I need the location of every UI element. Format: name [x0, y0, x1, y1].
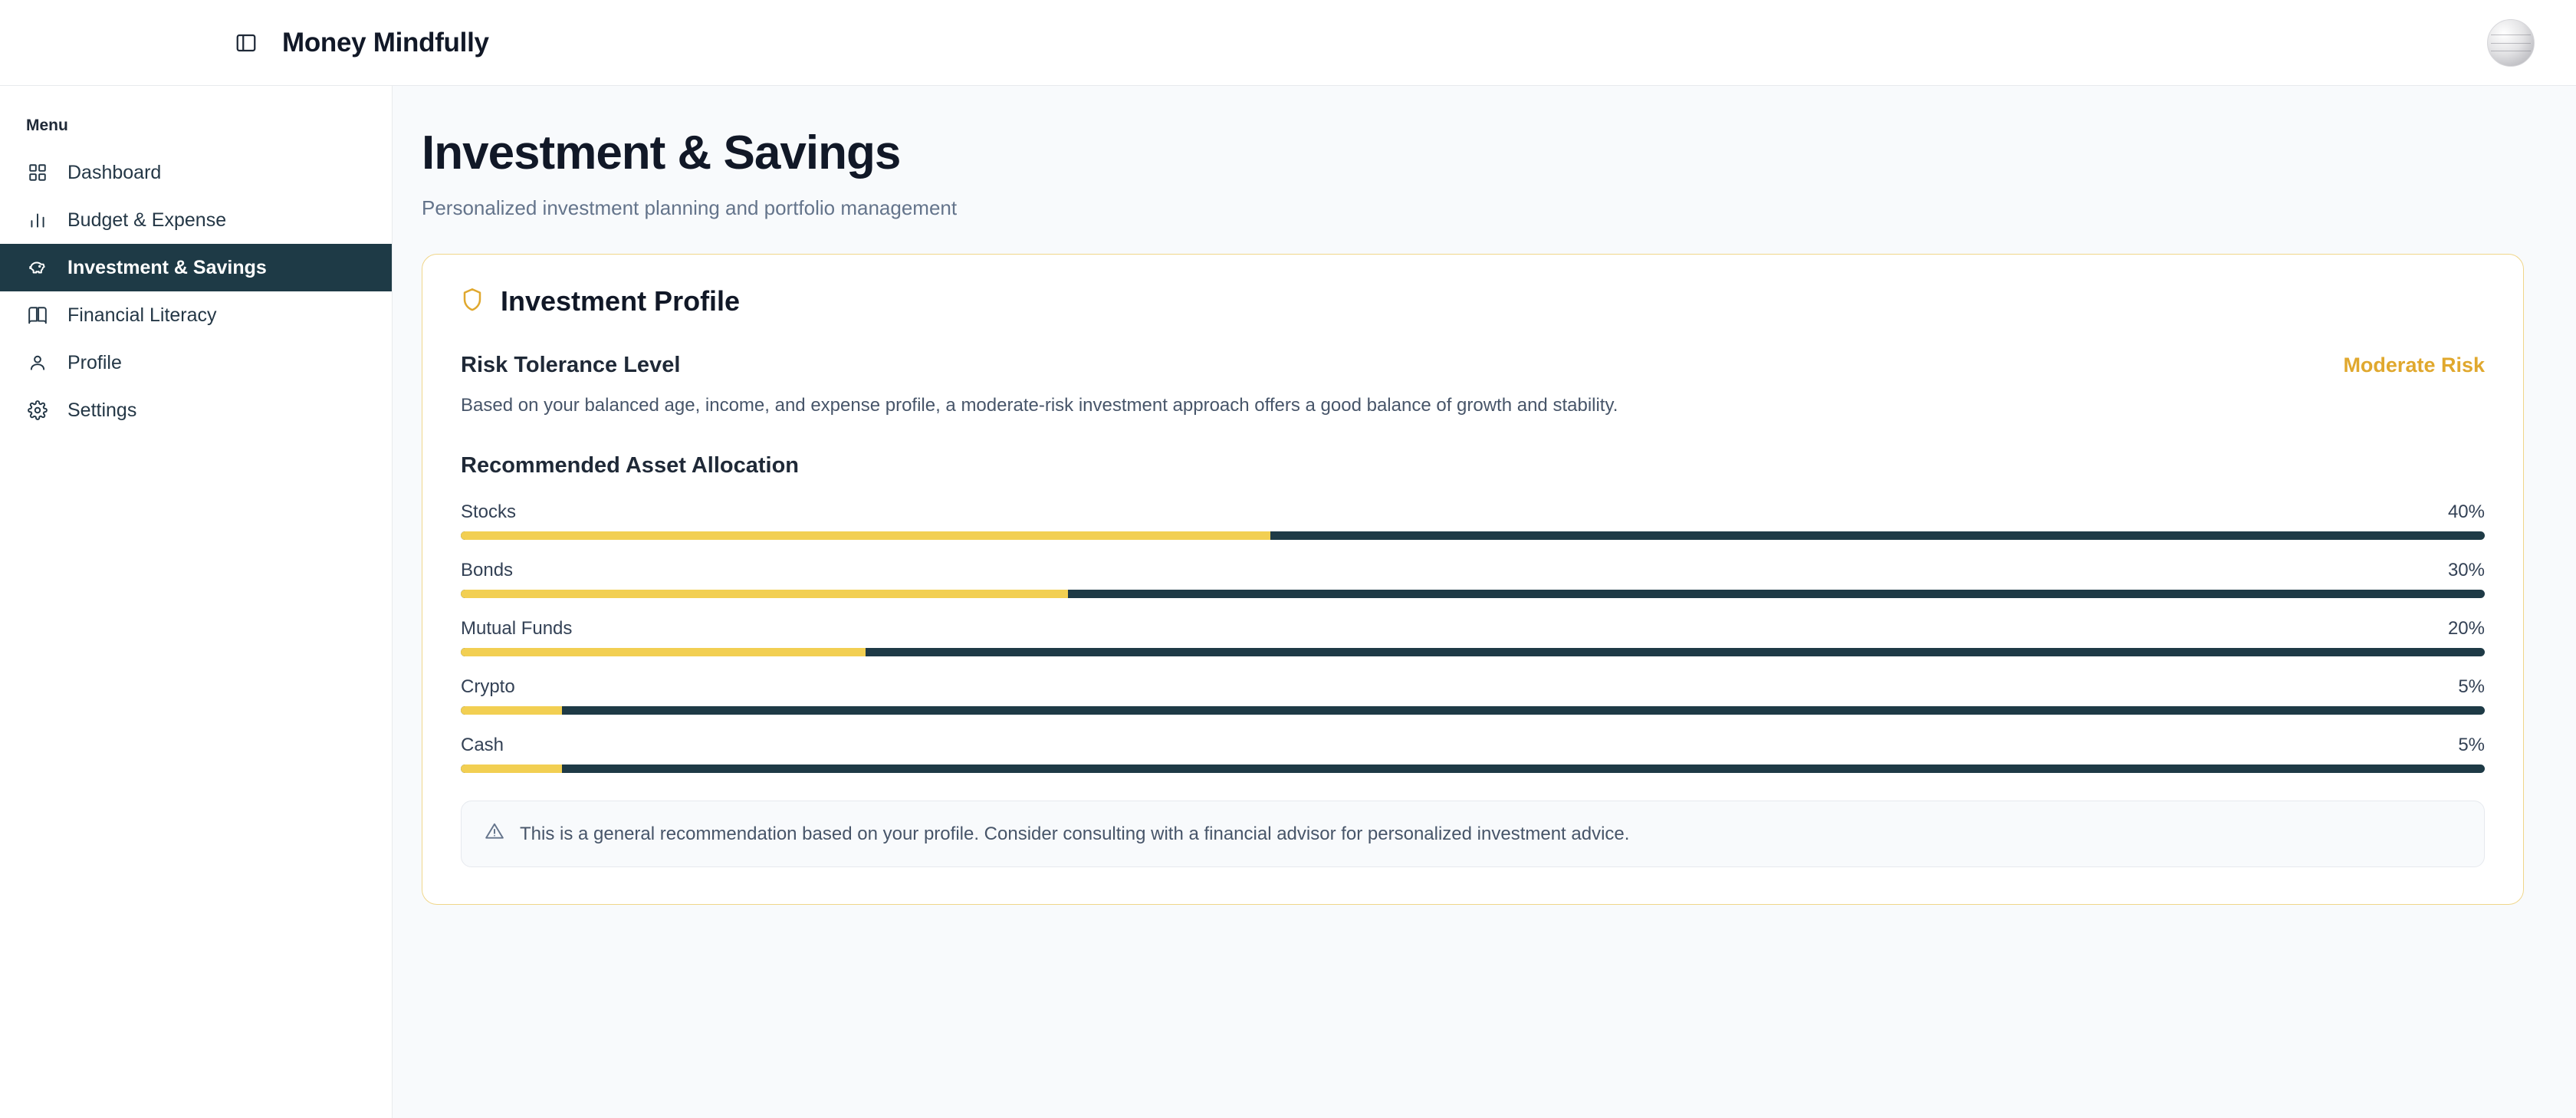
- disclaimer-text: This is a general recommendation based on your profile. Consider consulting with a financial advisor for personalized investment advice.: [520, 823, 1630, 844]
- risk-tolerance-description: Based on your balanced age, income, and expense profile, a moderate-risk investment approach offers a good balance of growth and stability.: [461, 395, 1618, 416]
- page-subtitle: Personalized investment planning and portfolio management: [422, 196, 958, 220]
- sidebar-item-label: Profile: [67, 351, 122, 373]
- allocation-bar-track: [461, 706, 2485, 715]
- allocation-label: Cash: [461, 735, 504, 756]
- allocation-label: Crypto: [461, 676, 515, 698]
- avatar[interactable]: [2487, 19, 2535, 67]
- bar-chart-icon: [26, 209, 49, 232]
- allocation-value: 5%: [2458, 676, 2485, 698]
- risk-tolerance-label: Risk Tolerance Level: [461, 353, 681, 378]
- grid-icon: [26, 161, 49, 184]
- sidebar-item-investment-savings[interactable]: [0, 244, 392, 291]
- shield-icon: [461, 287, 484, 317]
- risk-tolerance-row: [461, 353, 2485, 378]
- sidebar-item-label: Dashboard: [67, 161, 162, 183]
- sidebar-item-label: Financial Literacy: [67, 304, 217, 326]
- sidebar-toggle-icon[interactable]: [230, 27, 262, 59]
- allocation-label: Bonds: [461, 560, 514, 581]
- piggy-bank-icon: [26, 256, 49, 279]
- allocation-item: [461, 501, 2485, 540]
- sidebar-item-budget-expense[interactable]: [0, 196, 392, 244]
- app-title: Money Mindfully: [282, 27, 489, 58]
- allocation-value: 40%: [2447, 501, 2485, 523]
- sidebar-item-label: Budget & Expense: [67, 209, 227, 231]
- allocation-bar-fill: [461, 706, 562, 715]
- allocation-label: Mutual Funds: [461, 618, 573, 640]
- book-icon: [26, 304, 49, 327]
- sidebar-item-profile[interactable]: [0, 339, 392, 386]
- investment-profile-card: [422, 254, 2524, 905]
- body: [0, 86, 2576, 1118]
- gear-icon: [26, 399, 49, 422]
- allocation-bar-track: [461, 765, 2485, 773]
- sidebar: [0, 86, 393, 1118]
- card-title: Investment Profile: [501, 285, 741, 317]
- sidebar-item-label: Investment & Savings: [67, 256, 267, 278]
- allocation-bar-fill: [461, 590, 1068, 598]
- sidebar-item-financial-literacy[interactable]: [0, 291, 392, 339]
- allocation-value: 20%: [2447, 618, 2485, 640]
- allocation-bar-track: [461, 648, 2485, 656]
- card-header: [461, 285, 2485, 317]
- allocation-value: 30%: [2447, 560, 2485, 581]
- warning-icon: [485, 821, 504, 847]
- allocation-bar-fill: [461, 765, 562, 773]
- allocation-item: [461, 676, 2485, 715]
- allocation-bar-track: [461, 531, 2485, 540]
- allocation-list: [461, 501, 2485, 773]
- allocation-label: Stocks: [461, 501, 517, 523]
- sidebar-item-label: Settings: [67, 399, 137, 421]
- allocation-item: [461, 618, 2485, 656]
- disclaimer-note: [461, 801, 2485, 867]
- allocation-item: [461, 735, 2485, 773]
- risk-tolerance-badge: Moderate Risk: [2343, 353, 2485, 377]
- page-title: Investment & Savings: [422, 127, 901, 179]
- sidebar-item-settings[interactable]: [0, 386, 392, 434]
- top-bar: [0, 0, 2576, 86]
- main-content: [393, 86, 2576, 1118]
- sidebar-item-dashboard[interactable]: [0, 149, 392, 196]
- allocation-item: [461, 560, 2485, 598]
- allocation-value: 5%: [2458, 735, 2485, 756]
- allocation-bar-fill: [461, 648, 866, 656]
- allocation-title: Recommended Asset Allocation: [461, 453, 800, 478]
- allocation-bar-track: [461, 590, 2485, 598]
- allocation-bar-fill: [461, 531, 1270, 540]
- user-icon: [26, 351, 49, 374]
- sidebar-section-label: Menu: [26, 117, 68, 134]
